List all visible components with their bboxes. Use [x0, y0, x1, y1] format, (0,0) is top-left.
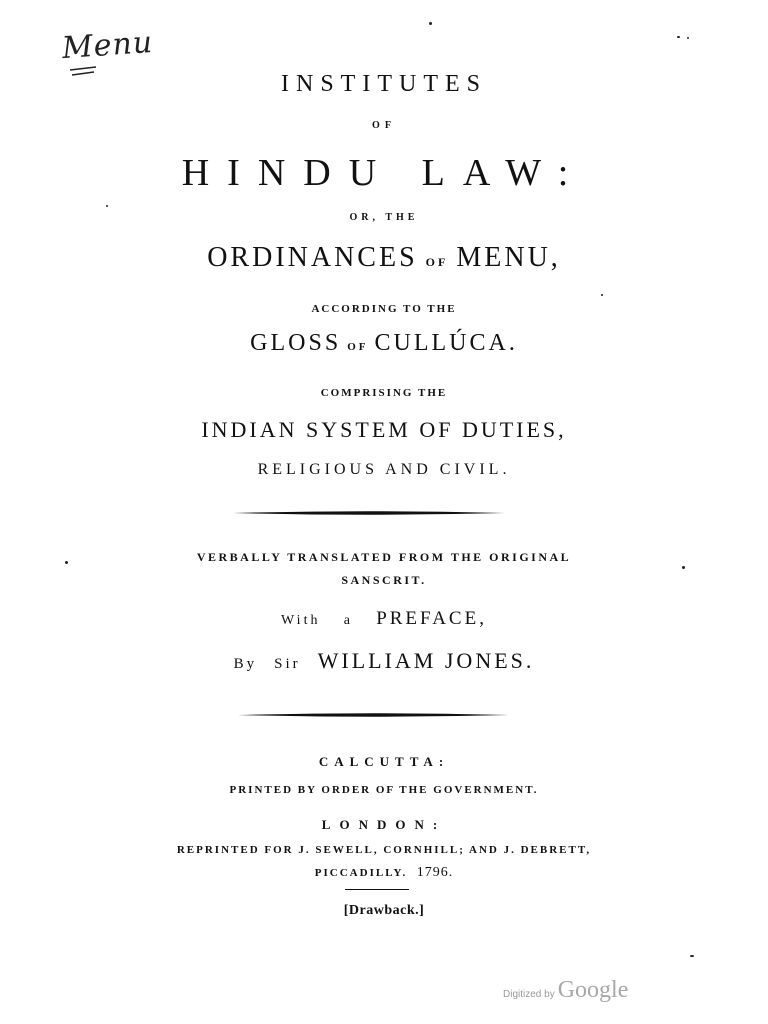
title-ordinances-of-menu [0, 244, 768, 272]
title-of-small: OF [425, 255, 449, 269]
title-comprising: COMPRISING THE [320, 387, 448, 399]
imprint-reprinted: REPRINTED FOR J. SEWELL, CORNHILL; AND J. DEBRETT, [176, 844, 592, 856]
title-of: OF [372, 120, 396, 131]
translation-verbally: VERBALLY TRANSLATED FROM THE ORIGINAL [196, 550, 572, 564]
preface-a: a [343, 613, 353, 628]
imprint-drawback: [Drawback.] [343, 903, 425, 918]
author-name: WILLIAM JONES. [317, 648, 535, 673]
title-indian-system: INDIAN SYSTEM OF DUTIES, [201, 417, 567, 442]
title-gloss: GLOSS [250, 330, 342, 356]
translation-sanscrit: SANSCRIT. [341, 573, 427, 587]
imprint-piccadilly-line [0, 866, 768, 880]
title-ordinances: ORDINANCES [207, 242, 418, 273]
imprint-printed: PRINTED BY ORDER OF THE GOVERNMENT. [229, 784, 539, 796]
title-menu: MENU, [456, 242, 561, 273]
imprint-london: LONDON: [321, 817, 447, 832]
imprint-calcutta: CALCUTTA: [318, 754, 450, 769]
paper-speck [65, 561, 68, 564]
paper-speck [106, 205, 108, 207]
preface-with: With [281, 613, 321, 628]
short-divider [345, 889, 409, 890]
imprint-year: 1796. [416, 865, 454, 880]
paper-speck [687, 37, 689, 39]
preface-label: PREFACE, [376, 608, 487, 629]
title-gloss-of-culluca [0, 331, 768, 355]
title-culluca: CULLÚCA. [374, 330, 518, 356]
paper-speck [601, 294, 603, 296]
google-logo: Google [557, 977, 629, 1003]
paper-speck [682, 566, 685, 569]
title-institutes: INSTITUTES [281, 71, 487, 97]
imprint-piccadilly: PICCADILLY. [314, 867, 408, 879]
title-religious-civil: RELIGIOUS AND CIVIL. [257, 461, 511, 478]
paper-speck [690, 955, 694, 957]
google-watermark [503, 978, 628, 1002]
paper-speck [677, 36, 680, 38]
title-of-small-2: OF [347, 341, 369, 353]
decorative-rule-upper [233, 511, 505, 515]
handwritten-note: Menu [60, 24, 155, 67]
author-by: By [233, 656, 258, 672]
with-a-preface [0, 609, 768, 628]
decorative-rule-lower [238, 713, 510, 717]
author-sir: Sir [274, 656, 301, 672]
title-or-the: OR, THE [349, 212, 419, 223]
title-according: ACCORDING TO THE [311, 303, 457, 315]
paper-speck [429, 22, 432, 25]
digitized-by-label: Digitized by [503, 989, 555, 1000]
author-line [0, 650, 768, 672]
title-hindu-law: HINDU LAW: [181, 152, 587, 194]
